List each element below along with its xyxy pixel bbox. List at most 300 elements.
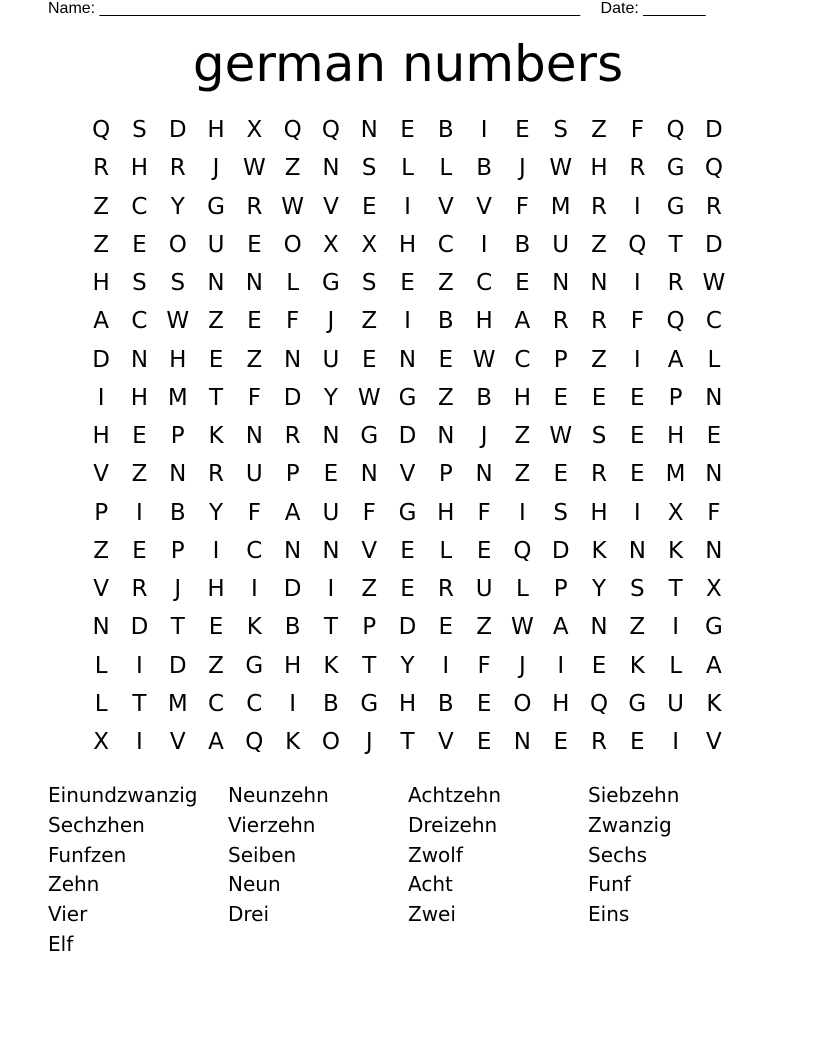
grid-letter: S [170,270,186,297]
grid-letter: L [401,155,414,182]
grid-letter: J [519,652,526,679]
grid-letter: N [245,270,263,297]
grid-letter: E [515,117,530,144]
grid-letter: Z [361,308,378,335]
grid-letter: I [633,193,641,220]
grid-letter: Z [437,270,454,297]
grid-letter: N [322,423,340,450]
grid-letter: N [705,537,723,564]
word-list-item: Acht [408,872,453,897]
grid-letter: F [630,117,644,144]
grid-letter: Z [591,117,607,144]
grid-letter: R [246,193,263,220]
grid-letter: F [286,308,300,335]
grid-letter: J [519,155,526,182]
grid-letter: F [247,499,261,526]
grid-letter: E [247,231,262,258]
grid-letter: X [706,576,722,603]
grid-letter: W [242,155,266,182]
grid-letter: E [476,690,492,717]
grid-letter: Y [400,652,415,679]
word-list [48,781,768,960]
grid-letter: D [398,423,417,450]
grid-letter: H [437,499,455,526]
grid-letter: W [281,193,304,220]
grid-letter: B [169,499,186,526]
grid-letter: E [476,537,492,564]
grid-letter: O [513,690,532,717]
grid-row [82,149,733,187]
word-list-item: Funf [588,872,631,897]
grid-letter: T [323,614,338,641]
grid-letter: M [665,461,686,488]
word-search-grid [82,111,733,761]
grid-letter: K [706,690,722,717]
grid-letter: S [591,423,607,450]
grid-letter: G [360,690,379,717]
grid-letter: R [93,155,110,182]
grid-letter: N [705,384,723,411]
grid-letter: D [551,537,570,564]
grid-letter: D [398,614,417,641]
grid-letter: A [514,308,531,335]
grid-letter: G [666,155,685,182]
grid-letter: B [514,231,531,258]
grid-letter: Z [629,614,646,641]
grid-letter: Z [93,193,110,220]
grid-letter: C [514,346,531,373]
grid-letter: V [93,461,110,488]
grid-letter: V [169,729,186,756]
grid-letter: H [398,690,417,717]
grid-letter: A [706,652,722,679]
grid-letter: I [633,499,641,526]
grid-letter: Q [666,308,685,335]
grid-row [82,341,733,379]
grid-letter: E [208,346,224,373]
grid-row [82,532,733,570]
grid-letter: Z [131,461,148,488]
grid-letter: R [591,461,607,488]
grid-letter: P [668,384,683,411]
grid-letter: E [400,576,415,603]
grid-letter: N [398,346,417,373]
grid-letter: N [322,537,340,564]
grid-letter: C [246,690,263,717]
grid-letter: F [477,652,491,679]
grid-row [82,226,733,264]
grid-letter: Q [92,117,111,144]
word-list-item: Sechs [588,842,648,867]
grid-row [82,264,733,302]
grid-letter: Q [628,231,647,258]
grid-letter: Z [208,652,224,679]
grid-row [82,417,733,455]
grid-row [82,188,733,226]
word-list-item: Zwolf [408,842,463,867]
grid-letter: J [174,576,182,603]
grid-letter: I [672,614,679,641]
grid-row [82,302,733,340]
grid-letter: E [247,308,262,335]
grid-letter: V [437,193,454,220]
grid-letter: Z [93,231,110,258]
grid-letter: E [323,461,339,488]
grid-row [82,685,733,723]
grid-letter: E [132,537,147,564]
word-list-item: Achtzehn [408,783,501,807]
grid-letter: U [322,346,340,373]
word-list-item: Neunzehn [228,783,329,807]
grid-letter: F [707,499,721,526]
grid-letter: H [130,384,149,411]
grid-letter: E [361,346,377,373]
grid-letter: D [283,384,302,411]
grid-letter: L [286,270,300,297]
grid-letter: R [591,308,607,335]
grid-letter: M [167,690,188,717]
word-list-item: Vier [48,902,88,927]
grid-letter: Z [591,346,607,373]
grid-letter: R [667,270,684,297]
grid-letter: I [557,652,565,679]
grid-letter: N [92,614,110,641]
grid-letter: I [480,117,488,144]
grid-letter: E [132,423,147,450]
grid-letter: G [207,193,225,220]
grid-letter: R [437,576,454,603]
grid-letter: T [668,231,683,258]
grid-letter: C [208,690,225,717]
grid-letter: V [476,193,492,220]
grid-letter: R [552,308,569,335]
grid-letter: E [630,423,645,450]
grid-letter: Z [514,461,531,488]
grid-letter: V [93,576,110,603]
grid-letter: D [168,652,187,679]
grid-letter: K [246,614,262,641]
grid-letter: G [704,614,723,641]
grid-letter: V [399,461,416,488]
grid-letter: S [361,155,377,182]
grid-letter: I [672,729,679,756]
grid-letter: D [92,346,110,373]
grid-letter: P [438,461,453,488]
grid-letter: W [702,270,726,297]
header [48,0,706,18]
grid-letter: L [439,537,453,564]
grid-letter: D [705,117,723,144]
grid-letter: S [132,117,147,144]
grid-letter: B [437,117,454,144]
grid-letter: T [132,690,147,717]
grid-letter: G [245,652,264,679]
grid-letter: K [629,652,645,679]
grid-row [82,455,733,493]
grid-letter: Z [476,614,492,641]
grid-letter: W [357,384,381,411]
grid-letter: E [630,729,645,756]
grid-letter: S [553,117,569,144]
grid-letter: A [552,614,569,641]
grid-letter: H [552,690,570,717]
grid-letter: G [398,384,417,411]
date-field-label: Date: _______ [600,0,706,17]
grid-letter: E [361,193,377,220]
grid-letter: I [442,652,450,679]
grid-letter: Y [591,576,607,603]
grid-letter: L [669,652,683,679]
grid-letter: Q [513,537,532,564]
grid-letter: K [591,537,607,564]
grid-letter: N [552,270,570,297]
grid-letter: X [323,231,339,258]
word-list-item: Drei [228,902,270,927]
grid-letter: T [170,614,185,641]
grid-letter: H [590,499,608,526]
grid-letter: W [511,614,534,641]
grid-letter: T [209,384,224,411]
grid-letter: Z [514,423,531,450]
grid-letter: N [628,537,646,564]
grid-letter: I [327,576,335,603]
grid-letter: I [97,384,105,411]
grid-letter: W [472,346,496,373]
grid-letter: Z [246,346,263,373]
grid-letter: R [131,576,148,603]
grid-letter: I [136,652,143,679]
grid-letter: E [630,461,645,488]
grid-letter: A [667,346,684,373]
grid-letter: N [437,423,455,450]
grid-letter: U [245,461,263,488]
grid-letter: I [289,690,297,717]
grid-letter: G [398,499,417,526]
grid-letter: R [705,193,722,220]
grid-letter: L [707,346,721,373]
word-list-item: Funfzen [48,842,127,867]
grid-letter: T [362,652,377,679]
grid-letter: N [513,729,532,756]
grid-letter: Z [437,384,454,411]
grid-letter: N [245,423,263,450]
grid-letter: D [705,231,723,258]
grid-letter: R [208,461,225,488]
grid-letter: Z [361,576,378,603]
grid-letter: Q [589,690,609,717]
grid-letter: V [361,537,378,564]
grid-letter: U [552,231,570,258]
grid-letter: Y [323,384,338,411]
grid-letter: A [93,308,110,335]
grid-letter: I [404,193,411,220]
grid-row [82,379,733,417]
grid-letter: P [553,346,568,373]
grid-letter: R [169,155,186,182]
word-list-item: Elf [48,931,74,956]
grid-letter: F [362,499,376,526]
word-list-item: Seiben [228,842,297,867]
grid-letter: H [666,423,685,450]
grid-letter: K [323,652,339,679]
grid-letter: H [169,346,187,373]
grid-letter: P [170,537,185,564]
grid-row [82,723,733,761]
grid-letter: C [131,193,148,220]
grid-letter: E [400,537,415,564]
grid-letter: I [250,576,258,603]
grid-letter: M [550,193,571,220]
grid-letter: H [130,155,149,182]
grid-letter: I [136,499,143,526]
grid-letter: P [170,423,185,450]
grid-letter: E [591,384,607,411]
grid-letter: E [400,270,415,297]
grid-letter: N [475,461,493,488]
grid-letter: N [590,270,608,297]
grid-letter: N [130,346,149,373]
grid-letter: I [519,499,526,526]
grid-letter: R [284,423,301,450]
grid-letter: X [93,729,110,756]
word-list-item: Vierzehn [228,812,316,837]
grid-row [82,494,733,532]
grid-letter: L [516,576,529,603]
grid-letter: E [553,461,568,488]
grid-letter: Q [245,729,264,756]
grid-letter: D [168,117,187,144]
grid-letter: C [246,537,263,564]
grid-letter: H [92,423,110,450]
grid-letter: O [321,729,340,756]
grid-letter: E [438,346,454,373]
page-title: german numbers [192,35,624,93]
name-field-label: Name: ______________________________________________________ [48,0,581,17]
word-list-item: Sechzhen [48,812,145,837]
grid-letter: N [590,614,608,641]
grid-letter: S [132,270,147,297]
grid-letter: N [169,461,187,488]
grid-letter: C [705,308,722,335]
grid-letter: Y [170,193,185,220]
grid-letter: N [284,346,302,373]
grid-letter: A [284,499,301,526]
grid-letter: V [706,729,722,756]
grid-row [82,608,733,646]
grid-letter: I [633,346,641,373]
grid-letter: G [360,423,379,450]
grid-letter: X [361,231,378,258]
grid-letter: S [630,576,645,603]
grid-letter: Z [93,537,110,564]
grid-letter: S [553,499,569,526]
grid-letter: Z [208,308,224,335]
grid-letter: K [668,537,684,564]
grid-letter: G [322,270,340,297]
grid-letter: J [212,155,220,182]
grid-letter: E [591,652,607,679]
grid-letter: B [437,308,454,335]
grid-letter: F [477,499,491,526]
grid-letter: U [322,499,340,526]
grid-letter: X [246,117,263,144]
grid-letter: G [628,690,647,717]
grid-letter: H [92,270,110,297]
grid-letter: Z [591,231,607,258]
grid-letter: H [475,308,493,335]
grid-letter: E [630,384,645,411]
grid-letter: J [365,729,373,756]
grid-letter: H [398,231,417,258]
grid-letter: B [476,155,492,182]
grid-letter: L [94,690,108,717]
grid-letter: E [476,729,492,756]
grid-letter: U [475,576,493,603]
grid-letter: P [285,461,300,488]
grid-letter: V [323,193,339,220]
grid-letter: W [549,155,573,182]
grid-letter: R [629,155,646,182]
grid-letter: P [553,576,568,603]
grid-letter: N [207,270,225,297]
grid-letter: N [284,537,302,564]
grid-letter: U [207,231,225,258]
grid-letter: H [513,384,532,411]
grid-letter: H [283,652,302,679]
grid-letter: Q [283,117,302,144]
grid-letter: L [94,652,108,679]
grid-letter: W [549,423,573,450]
grid-letter: B [323,690,339,717]
grid-letter: K [208,423,224,450]
grid-letter: I [633,270,641,297]
grid-letter: B [437,690,454,717]
grid-letter: H [590,155,608,182]
grid-letter: Q [666,117,685,144]
grid-letter: N [322,155,340,182]
grid-letter: F [515,193,530,220]
word-list-item: Zwei [408,902,456,927]
grid-letter: F [630,308,644,335]
grid-letter: D [130,614,149,641]
grid-letter: E [132,231,147,258]
grid-letter: C [437,231,454,258]
grid-letter: E [706,423,722,450]
grid-letter: I [136,729,143,756]
word-list-item: Zwanzig [588,812,672,837]
grid-letter: E [553,729,568,756]
grid-letter: O [283,231,302,258]
grid-letter: I [480,231,488,258]
word-list-item: Siebzehn [588,783,680,807]
grid-letter: H [207,117,225,144]
grid-letter: K [285,729,301,756]
grid-letter: J [327,308,335,335]
grid-letter: M [167,384,188,411]
grid-letter: B [476,384,492,411]
word-list-item: Einundzwanzig [48,783,198,807]
grid-letter: X [667,499,684,526]
grid-letter: W [166,308,190,335]
grid-letter: Q [704,155,723,182]
grid-letter: C [476,270,493,297]
grid-letter: S [361,270,377,297]
grid-letter: R [591,193,607,220]
grid-letter: I [404,308,411,335]
grid-letter: V [437,729,454,756]
grid-letter: E [400,117,415,144]
grid-letter: P [362,614,377,641]
